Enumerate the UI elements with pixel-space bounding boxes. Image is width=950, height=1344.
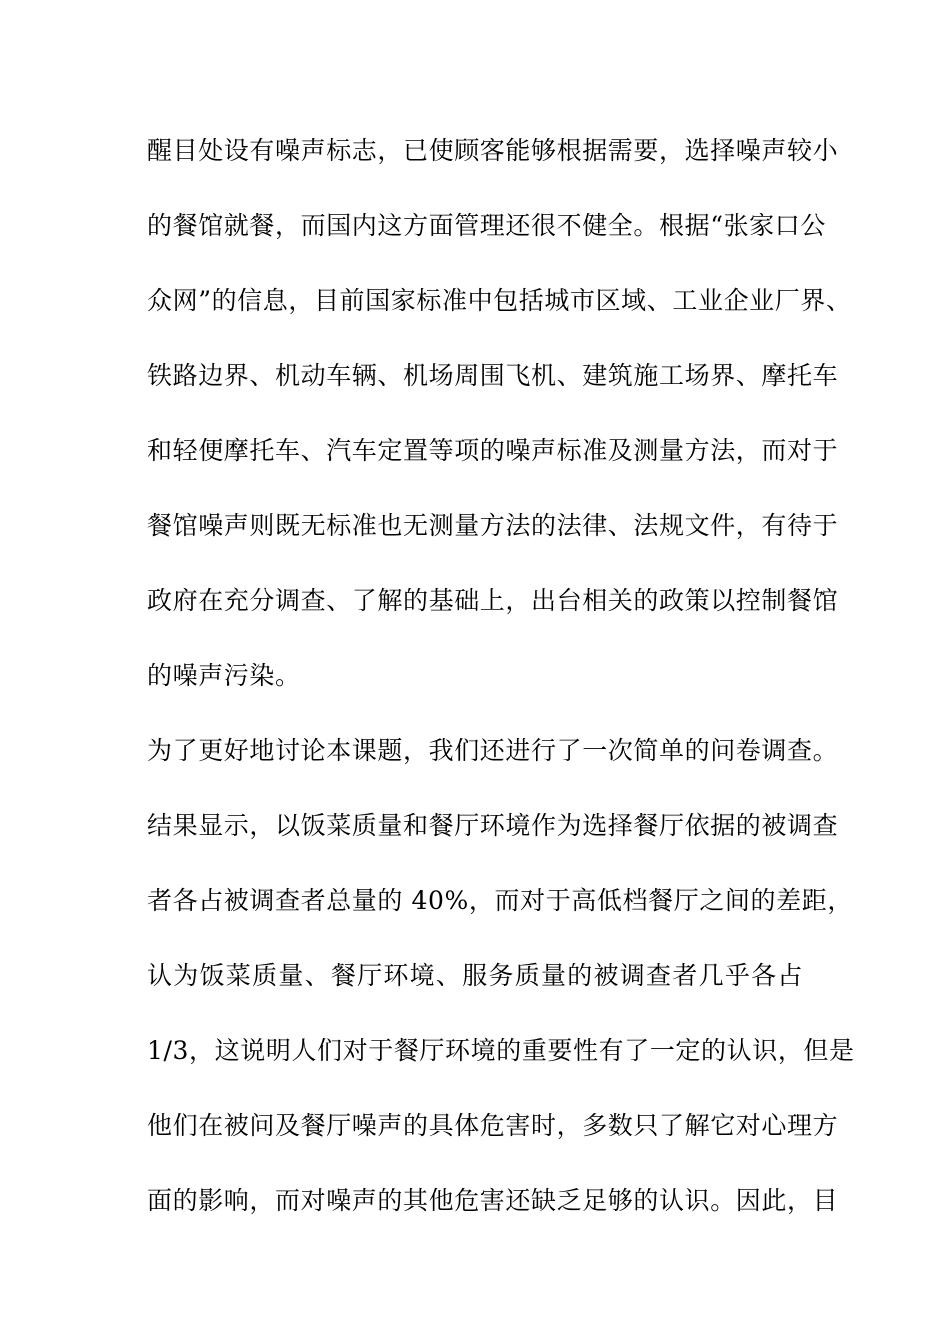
text-line: 餐馆噪声则既无标准也无测量方法的法律、法规文件，有待于 <box>147 511 839 540</box>
text-line: 铁路边界、机动车辆、机场周围飞机、建筑施工场界、摩托车 <box>147 361 839 390</box>
text-line: 为了更好地讨论本课题，我们还进行了一次简单的问卷调查。 <box>147 736 839 765</box>
text-line: 认为饭菜质量、餐厅环境、服务质量的被调查者几乎各占 <box>147 961 803 990</box>
text-line: 醒目处设有噪声标志，已使顾客能够根据需要，选择噪声较小 <box>147 136 839 165</box>
text-line: 结果显示，以饭菜质量和餐厅环境作为选择餐厅依据的被调查 <box>147 811 839 840</box>
text-line: 众网”的信息，目前国家标准中包括城市区域、工业企业厂界、 <box>147 286 852 315</box>
text-line: 政府在充分调查、了解的基础上，出台相关的政策以控制餐馆 <box>147 586 839 615</box>
text-line: 他们在被问及餐厅噪声的具体危害时，多数只了解它对心理方 <box>147 1111 839 1140</box>
text-line: 面的影响，而对噪声的其他危害还缺乏足够的认识。因此，目 <box>147 1186 839 1215</box>
text-line: 1/3，这说明人们对于餐厅环境的重要性有了一定的认识，但是 <box>147 1036 855 1065</box>
text-line: 的噪声污染。 <box>147 661 301 690</box>
text-line: 的餐馆就餐，而国内这方面管理还很不健全。根据“张家口公 <box>147 211 826 240</box>
text-line: 者各占被调查者总量的 40%，而对于高低档餐厅之间的差距， <box>147 886 853 915</box>
text-line: 和轻便摩托车、汽车定置等项的噪声标准及测量方法，而对于 <box>147 436 839 465</box>
